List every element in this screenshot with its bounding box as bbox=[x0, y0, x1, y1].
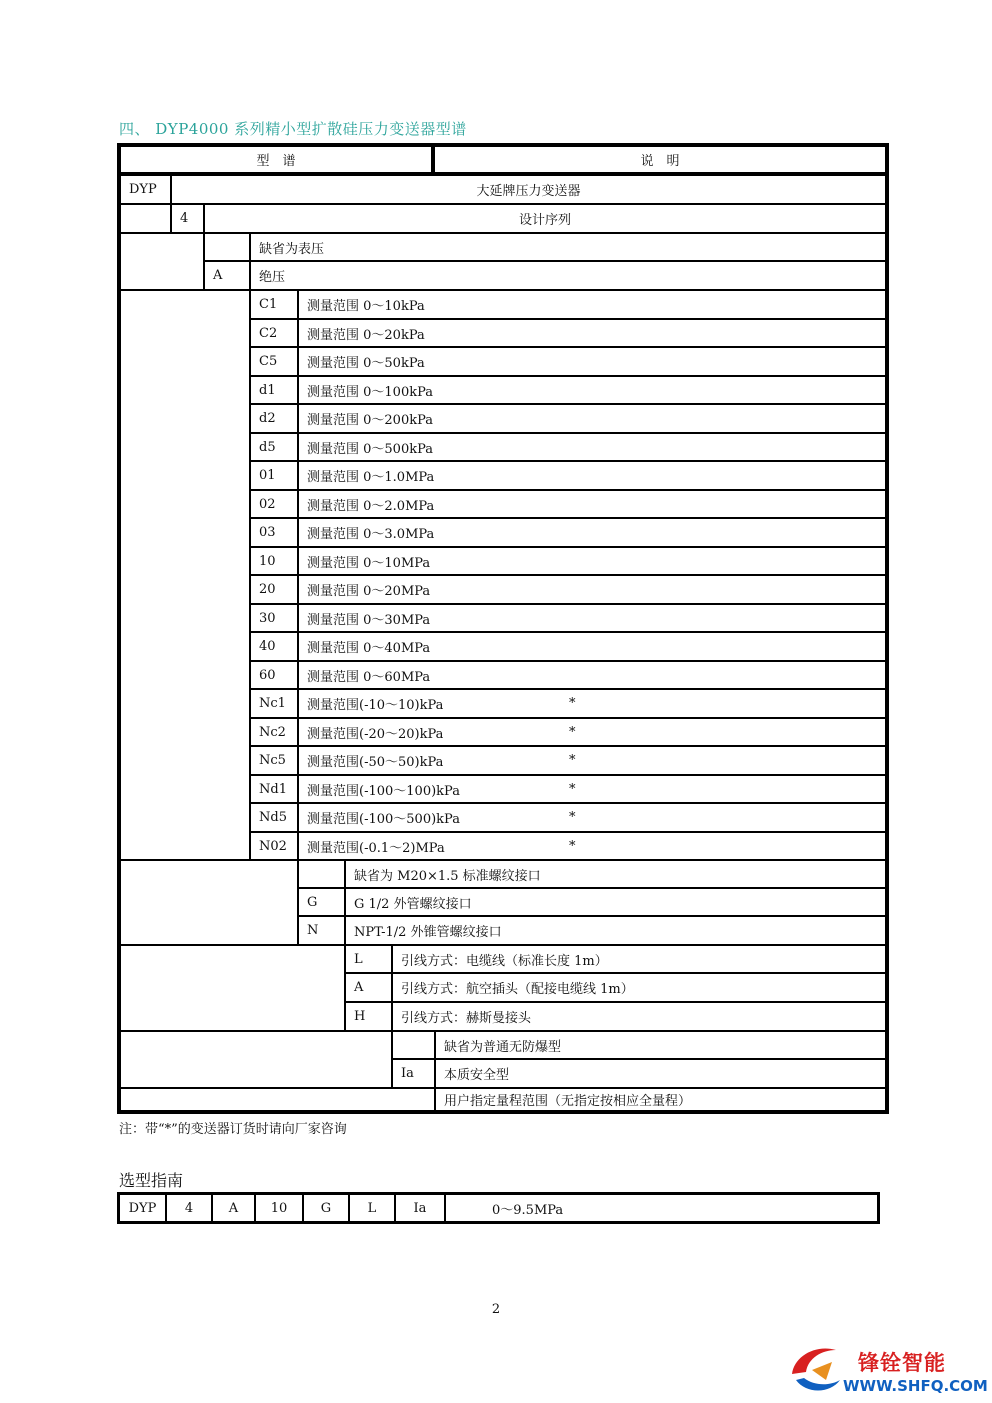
guide-cell: DYP bbox=[120, 1195, 167, 1221]
brand-code: DYP bbox=[120, 175, 171, 204]
empty-cell bbox=[120, 1088, 435, 1111]
range-desc-text: 测量范围 0～100kPa bbox=[307, 384, 434, 400]
range-code: d2 bbox=[250, 404, 298, 433]
selection-guide-table bbox=[117, 1192, 880, 1224]
thread-default: 缺省为 M20×1.5 标准螺纹接口 bbox=[345, 860, 886, 888]
range-code: Nd5 bbox=[250, 803, 298, 832]
range-desc bbox=[298, 803, 886, 832]
range-code: C1 bbox=[250, 290, 298, 319]
range-desc-text: 测量范围(-0.1～2)MPa bbox=[307, 840, 445, 856]
range-code: Nc5 bbox=[250, 746, 298, 775]
range-desc bbox=[298, 775, 886, 803]
consult-marker: * bbox=[569, 810, 576, 825]
range-desc-text: 测量范围 0～200kPa bbox=[307, 413, 434, 428]
guide-cell: 4 bbox=[167, 1195, 213, 1221]
consult-marker: * bbox=[569, 724, 576, 740]
range-desc-text: 测量范围 0～3.0MPa bbox=[307, 527, 435, 542]
guide-cell: A bbox=[213, 1195, 256, 1221]
lead-code: L bbox=[345, 945, 392, 973]
range-desc bbox=[298, 632, 886, 661]
range-desc bbox=[298, 547, 886, 575]
range-desc-text: 测量范围(-100～100)kPa bbox=[307, 783, 460, 799]
range-code: 60 bbox=[250, 661, 298, 689]
range-desc bbox=[298, 347, 886, 376]
empty-cell bbox=[120, 290, 250, 860]
range-desc bbox=[298, 433, 886, 461]
series-code: 4 bbox=[171, 204, 204, 233]
explosion-desc: 本质安全型 bbox=[435, 1059, 886, 1088]
explosion-code: Ia bbox=[392, 1059, 435, 1088]
range-desc-text: 测量范围(-10～10)kPa bbox=[307, 698, 444, 713]
lead-code: A bbox=[345, 973, 392, 1002]
lead-desc: 引线方式：电缆线（标准长度 1m） bbox=[392, 945, 886, 973]
empty-cell bbox=[120, 233, 204, 290]
empty-cell bbox=[204, 233, 250, 261]
range-desc-text: 测量范围(-50～50)kPa bbox=[307, 755, 444, 770]
guide-cell: Ia bbox=[396, 1195, 446, 1221]
guide-range: 0～9.5MPa bbox=[492, 1202, 564, 1218]
range-desc bbox=[298, 575, 886, 604]
range-code: 20 bbox=[250, 575, 298, 604]
page-number: 2 bbox=[491, 1302, 501, 1317]
pressure-abs-desc: 绝压 bbox=[250, 261, 886, 290]
empty-cell bbox=[392, 1031, 435, 1059]
range-desc-text: 测量范围 0～2.0MPa bbox=[307, 498, 435, 514]
range-code: 02 bbox=[250, 490, 298, 518]
range-desc bbox=[298, 718, 886, 746]
lead-desc: 引线方式：赫斯曼接头 bbox=[392, 1002, 886, 1031]
brand-desc: 大延牌压力变送器 bbox=[171, 175, 886, 204]
range-desc-text: 测量范围 0～10kPa bbox=[307, 299, 425, 314]
header-model: 型 谱 bbox=[120, 146, 434, 175]
consult-marker: * bbox=[569, 781, 576, 797]
range-desc-text: 测量范围 0～10MPa bbox=[307, 555, 431, 571]
range-code: C2 bbox=[250, 319, 298, 347]
user-range-desc: 用户指定量程范围（无指定按相应全量程） bbox=[435, 1088, 886, 1111]
thread-code: G bbox=[298, 888, 345, 916]
range-code: Nc1 bbox=[250, 689, 298, 718]
thread-desc: NPT-1/2 外锥管螺纹接口 bbox=[345, 916, 886, 945]
range-desc-text: 测量范围 0～30MPa bbox=[307, 612, 431, 628]
pressure-abs-code: A bbox=[204, 261, 250, 290]
range-desc-text: 测量范围 0～20MPa bbox=[307, 584, 431, 599]
guide-cell: 10 bbox=[256, 1195, 304, 1221]
brand-name: 锋铨智能 bbox=[858, 1351, 946, 1375]
empty-cell bbox=[298, 860, 345, 888]
range-desc bbox=[298, 832, 886, 860]
range-desc-text: 测量范围(-100～500)kPa bbox=[307, 812, 460, 827]
range-desc bbox=[298, 404, 886, 433]
range-desc-text: 测量范围 0～500kPa bbox=[307, 441, 434, 457]
empty-cell bbox=[120, 204, 171, 233]
range-desc bbox=[298, 290, 886, 319]
range-desc bbox=[298, 461, 886, 490]
range-code: 10 bbox=[250, 547, 298, 575]
header-desc: 说 明 bbox=[434, 146, 886, 175]
range-code: 30 bbox=[250, 604, 298, 632]
empty-cell bbox=[120, 945, 345, 1031]
consult-marker: * bbox=[569, 696, 576, 711]
empty-cell bbox=[120, 1031, 392, 1088]
consult-marker: * bbox=[569, 838, 576, 854]
range-code: 01 bbox=[250, 461, 298, 490]
range-code: d1 bbox=[250, 376, 298, 404]
range-desc bbox=[298, 689, 886, 718]
range-code: C5 bbox=[250, 347, 298, 376]
range-desc-text: 测量范围(-20～20)kPa bbox=[307, 726, 444, 742]
range-code: Nc2 bbox=[250, 718, 298, 746]
range-desc-text: 测量范围 0～1.0MPa bbox=[307, 470, 435, 485]
range-desc bbox=[298, 746, 886, 775]
range-desc-text: 测量范围 0～20kPa bbox=[307, 327, 425, 343]
section-heading: 四、 DYP4000 系列精小型扩散硅压力变送器型谱 bbox=[119, 120, 467, 138]
range-code: N02 bbox=[250, 832, 298, 860]
lead-code: H bbox=[345, 1002, 392, 1031]
range-code: 03 bbox=[250, 518, 298, 547]
series-desc: 设计序列 bbox=[204, 204, 886, 233]
lead-desc: 引线方式：航空插头（配接电缆线 1m） bbox=[392, 973, 886, 1002]
thread-code: N bbox=[298, 916, 345, 945]
range-desc bbox=[298, 518, 886, 547]
consult-marker: * bbox=[569, 753, 576, 768]
thread-desc: G 1/2 外管螺纹接口 bbox=[345, 888, 886, 916]
range-desc bbox=[298, 376, 886, 404]
range-desc bbox=[298, 490, 886, 518]
range-code: d5 bbox=[250, 433, 298, 461]
range-code: Nd1 bbox=[250, 775, 298, 803]
model-spec-table bbox=[117, 143, 889, 1114]
footnote: 注：带“*”的变送器订货时请向厂家咨询 bbox=[119, 1122, 347, 1137]
range-desc bbox=[298, 604, 886, 632]
empty-cell bbox=[120, 860, 298, 945]
range-desc-text: 测量范围 0～40MPa bbox=[307, 641, 431, 656]
range-desc bbox=[298, 319, 886, 347]
range-desc-text: 测量范围 0～60MPa bbox=[307, 669, 431, 685]
guide-cell: L bbox=[350, 1195, 396, 1221]
range-desc-text: 测量范围 0～50kPa bbox=[307, 356, 425, 371]
brand-url: WWW.SHFQ.COM bbox=[843, 1377, 988, 1395]
pressure-default: 缺省为表压 bbox=[250, 233, 886, 261]
guide-title: 选型指南 bbox=[119, 1171, 184, 1190]
range-desc bbox=[298, 661, 886, 689]
guide-cell: G bbox=[304, 1195, 350, 1221]
range-code: 40 bbox=[250, 632, 298, 661]
explosion-default: 缺省为普通无防爆型 bbox=[435, 1031, 886, 1059]
